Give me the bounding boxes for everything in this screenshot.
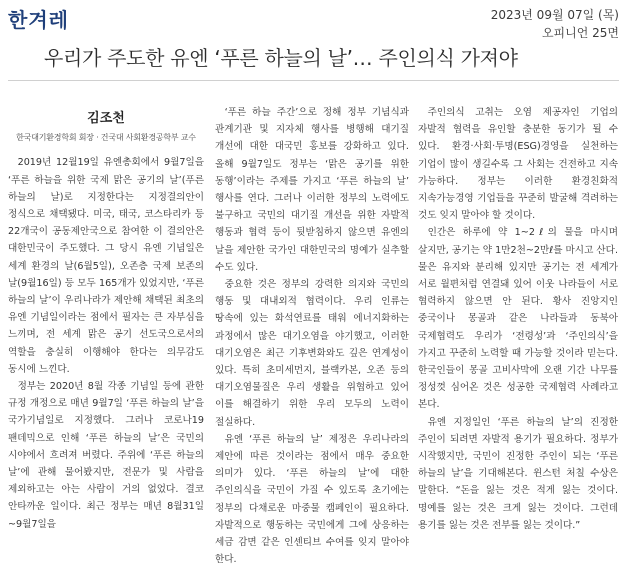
divider: [8, 80, 619, 81]
paragraph: 정부는 2020년 8월 각종 기념일 등에 관한 규정 개정으로 매년 9월7일 ‘푸른 하늘의 날’을 국가기념일로 지정했다. 그러나 코로나19 팬데믹으로 인해 ‘푸른 하늘의 날’은 국민의 시야에서 흐려져 버렸다. 주위에 ‘푸른 하늘의 날’에 관해 물어봤지만, 전문가 및 사람을 제외하고는 아는 사람이 거의 없었다. 결코 안타까운 일이다. 최근 정부는 매년 8월31일~9월7일을: [8, 381, 204, 530]
paragraph: 2019년 12월19일 유엔총회에서 9월7일을 ‘푸른 하늘을 위한 국제 맑은 공기의 날’(푸른 하늘의 날)로 지정한다는 지정결의안이 정식으로 채택됐다. 미국, 태국, 코스타리카 등 22개국이 공동제안국으로 참여한 이 결의안은 대한민국이 주도했다. 그 당시 유엔 기념일은 세계 환경의 날(6월5일), 오존층 국제 보존의 날(9월16일) 등 모두 165개가 있었지만, ‘푸른 하늘의 날’이 우리나라가 제안해 채택된 최초의 유엔 기념일이라는 점에서 필자는 큰 자부심을 느끼며, 전 세계 맑은 공기 선도국으로서의 역할을 충실히 이행해야 한다는 의무감도 동시에 느낀다.: [8, 157, 204, 375]
section-page: 오피니언 25면: [541, 26, 619, 40]
paragraph: 유엔 ‘푸른 하늘의 날’ 제정은 우리나라의 제안에 따른 것이라는 점에서 매우 중요한 의미가 있다. ‘푸른 하늘의 날’에 대한 주인의식을 국민이 가질 수 있도록 초기에는 정부의 다채로운 마중물 캠페인이 필요하다. 자발적으로 행동하는 국민에게 그에 상응하는 세금 감면 같은 인센티브 수여를 잊지 말아야 한다.: [215, 433, 409, 566]
publish-date: 2023년 09월 07일 (목): [490, 8, 619, 22]
paragraph: 중요한 것은 정부의 강력한 의지와 국민의 행동 및 대내외적 협력이다. 우리 인류는 땅속에 있는 화석연료를 태워 에너지화하는 과정에서 많은 대기오염을 야기했고, 이러한 대기오염은 최근 기후변화와도 깊은 연계성이 있다. 특히 초미세먼지, 블랙카본, 오존 등의 대기오염물질은 우리 생활을 위협하고 있어 이를 해결하기 위한 우리 모두의 노력이 절실하다.: [215, 279, 409, 428]
author-name: 김조천: [87, 111, 125, 126]
article-column-2: [215, 104, 409, 568]
dateline: [491, 6, 619, 42]
paragraph: ‘푸른 하늘 주간’으로 정해 정부 기념식과 관계기관 및 지자체 행사를 병행해 대기질 개선에 대한 대국민 홍보를 강화하고 있다. 올해 9월7일도 정부는 ‘맑은 공기를 위한 동행’이라는 주제를 가지고 ‘푸른 하늘의 날’ 행사를 연다. 그러나 이러한 정부의 노력에도 불구하고 국민의 대기질 개선을 위한 자발적 행동과 협력 등이 뒷받침하지 않으면 유엔의 날을 제안한 국가인 대한민국의 명예가 실추할 수도 있다.: [215, 107, 409, 273]
newspaper-logo: 한겨레: [8, 8, 69, 32]
paragraph: 주인의식 고취는 오염 제공자인 기업의 자발적 협력을 유인할 충분한 동기가 될 수 있다. 환경·사회·투명(ESG)경영을 실천하는 기업이 많이 생길수록 그 사회는 건전하고 지속 가능하다. 정부는 이러한 환경친화적 지속가능경영 기업들을 꾸준히 발굴해 격려하는 것도 잊지 말아야 할 것이다.: [418, 107, 618, 222]
article-column-3: [418, 104, 618, 534]
paragraph: 인간은 하루에 약 1~2ℓ의 물을 마시며 살지만, 공기는 약 1만2천~2만ℓ를 마시고 산다. 물은 유지와 분리해 있지만 공기는 전 세계가 서로 월편처럼 연결돼 있어 이웃 나라들이 서로 협력하지 않으면 안 된다. 황사 진앙지인 중국이나 몽골과 같은 나라들과 동북아 국제협력도 우리가 ‘전령성’과 ‘주인의식’을 가지고 꾸준히 노력할 때 가능할 것이라 믿는다. 한국인들이 몽골 고비사막에 오랜 기간 나무를 정성껏 심어온 것은 성공한 국제협력 사례라고 본다.: [418, 227, 618, 411]
article-headline: 우리가 주도한 유엔 ‘푸른 하늘의 날’… 주인의식 가져야: [44, 46, 518, 70]
article-column-1: [8, 92, 204, 533]
paragraph: 유엔 지정일인 ‘푸른 하늘의 날’의 진정한 주인이 되려면 자발적 용기가 필요하다. 정부가 시작했지만, 국민이 진정한 주인이 되는 ‘푸른 하늘의 날’을 기대해본다. 윈스턴 처칠 수상은 말한다. “돈을 잃는 것은 적게 잃는 것이다. 명예를 잃는 것은 크게 잃는 것이다. 그런데 용기를 잃는 것은 전부를 잃는 것이다.”: [418, 416, 618, 531]
author-title: 한국대기환경학회 회장 · 건국대 사회환경공학부 교수: [16, 133, 196, 143]
